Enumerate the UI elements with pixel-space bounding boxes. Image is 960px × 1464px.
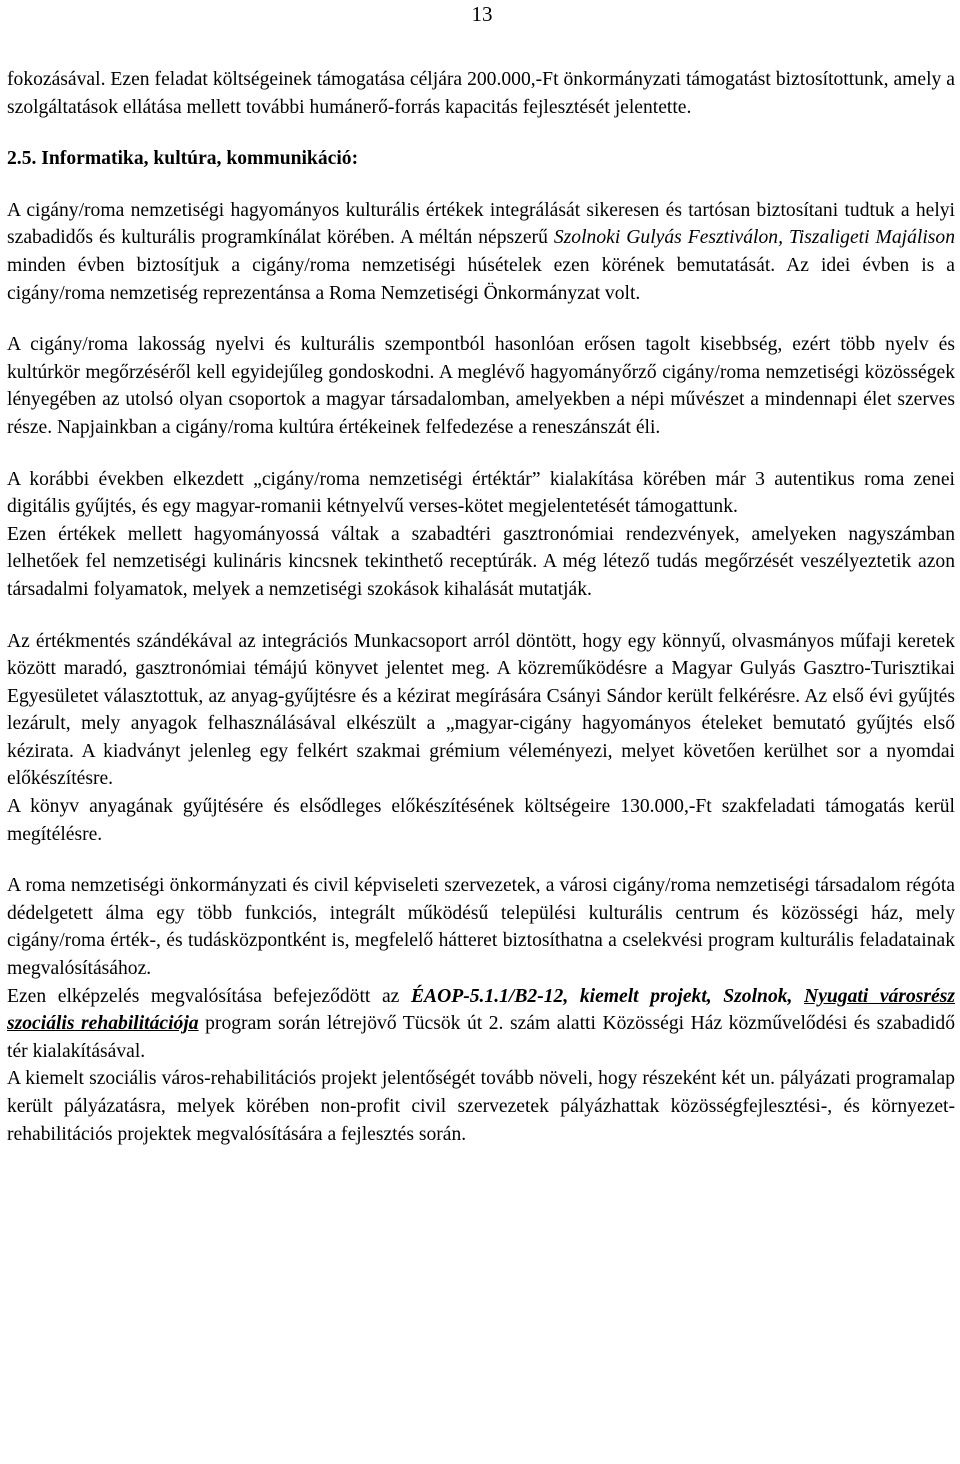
project-code: ÉAOP-5.1.1/B2-12, kiemelt projekt, Szolnok, (410, 985, 793, 1007)
paragraph-language-culture: A cigány/roma lakosság nyelvi és kulturális szempontból hasonlóan erősen tagolt kisebbség, ezért több nyelv és kultúrkör megőrzéséről kell egyidejűleg gondoskodni. A meglévő hagyományőrző cigány/roma nemzetiségi közösségek lényegében az utolsó olyan csoportok a magyar társadalomban, amelyekben a népi művészet a mindennapi élet szerves része. Napjainkban a cigány/roma kultúra értékeinek felfedezése a reneszánszát éli. (7, 334, 955, 438)
page-number: 13 (471, 2, 493, 26)
paragraph-project (7, 983, 955, 1066)
paragraph-intro-continuation: fokozásával. Ezen feladat költségeinek támogatása céljára 200.000,-Ft önkormányzati támogatást biztosítottunk, amely a szolgáltatások ellátása mellett további humánerő-forrás kapacitás fejlesztését jelentette. (7, 69, 955, 118)
paragraph-text: Ezen elképzelés megvalósítása befejeződött az (7, 985, 400, 1007)
festival-names: Szolnoki Gulyás Fesztiválon, Tiszaligeti Majálison (553, 227, 956, 249)
section-heading: 2.5. Informatika, kultúra, kommunikáció: (7, 148, 359, 170)
paragraph-text: A cigány/roma nemzetiségi hagyományos kulturális értékek integrálását sikeresen és tartósan biztosítani tudtuk a helyi szabadidős és kulturális programkínálat körében. A méltán népszerű (7, 199, 955, 249)
document-body (7, 66, 955, 1148)
paragraph-text: program során létrejövő Tücsök út 2. szám alatti Közösségi Ház közművelődési és szabadidő tér kialakításával. (7, 1013, 955, 1062)
paragraph-cookbook: Az értékmentés szándékával az integrációs Munkacsoport arról döntött, hogy egy könnyű, olvasmányos műfaji keretek között maradó, gasztronómiai témájú könyvet jelentet meg. A közreműködésre a Magyar Gulyás Gasztro-Turisztikai Egyesületet választottuk, az anyag-gyűjtésre és a kézirat megírására Csányi Sándor került felkérésre. Az első évi gyűjtés lezárult, mely anyagok felhasználásával elkészült a „magyar-cigány hagyományos ételeket bemutató gyűjtés első kézirata. A kiadványt jelenleg egy felkért szakmai grémium véleményezi, melyet követően kerülhet sor a nyomdai előkészítésre. (7, 630, 955, 790)
project-name: Nyugati városrész szociális rehabilitációja (7, 985, 955, 1035)
paragraph-cultural-values (7, 197, 955, 307)
paragraph-text: minden évben biztosítjuk a cigány/roma nemzetiségi húsételek ezen körének bemutatását. Az idei évben is a cigány/roma nemzetiség reprezentánsa a Roma Nemzetiségi Önkormányzat volt. (7, 254, 955, 304)
paragraph-grant-programmes: A kiemelt szociális város-rehabilitációs projekt jelentőségét tovább növeli, hogy részeként két un. pályázati programalap került pályázatásra, melyek körében non-profit civil szervezetek pályázhattak közösségfejlesztési-, és környezet-rehabilitációs projektek megvalósítására a fejlesztés során. (7, 1068, 955, 1145)
paragraph-book-funding: A könyv anyagának gyűjtésére és elsődleges előkészítésének költségeire 130.000,-Ft szakfeladati támogatás kerül megítélésre. (7, 796, 955, 845)
paragraph-gastronomy: Ezen értékek mellett hagyományossá váltak a szabadtéri gasztronómiai rendezvények, amelyeken nagyszámban lelhetőek fel nemzetiségi kulináris kincsnek tekinthető receptúrák. A még létező tudás megőrzését veszélyeztetik azon társadalmi folyamatok, melyek a nemzetiségi szokások kihalását mutatják. (7, 523, 955, 600)
paragraph-value-store: A korábbi években elkezdett „cigány/roma nemzetiségi értéktár” kialakítása körében már 3 autentikus roma zenei digitális gyűjtés, és egy magyar-romanii kétnyelvű verses-kötet megjelentetését támogattunk. (7, 468, 955, 518)
paragraph-community-centre: A roma nemzetiségi önkormányzati és civil képviseleti szervezetek, a városi cigány/roma nemzetiségi társadalom régóta dédelgetett álma egy több funkciós, integrált működésű települési kulturális centrum és közösségi ház, mely cigány/roma érték-, és tudásközpontként is, megfelelő hátteret biztosíthatna a cselekvési program kulturális feladatainak megvalósításához. (7, 875, 955, 980)
